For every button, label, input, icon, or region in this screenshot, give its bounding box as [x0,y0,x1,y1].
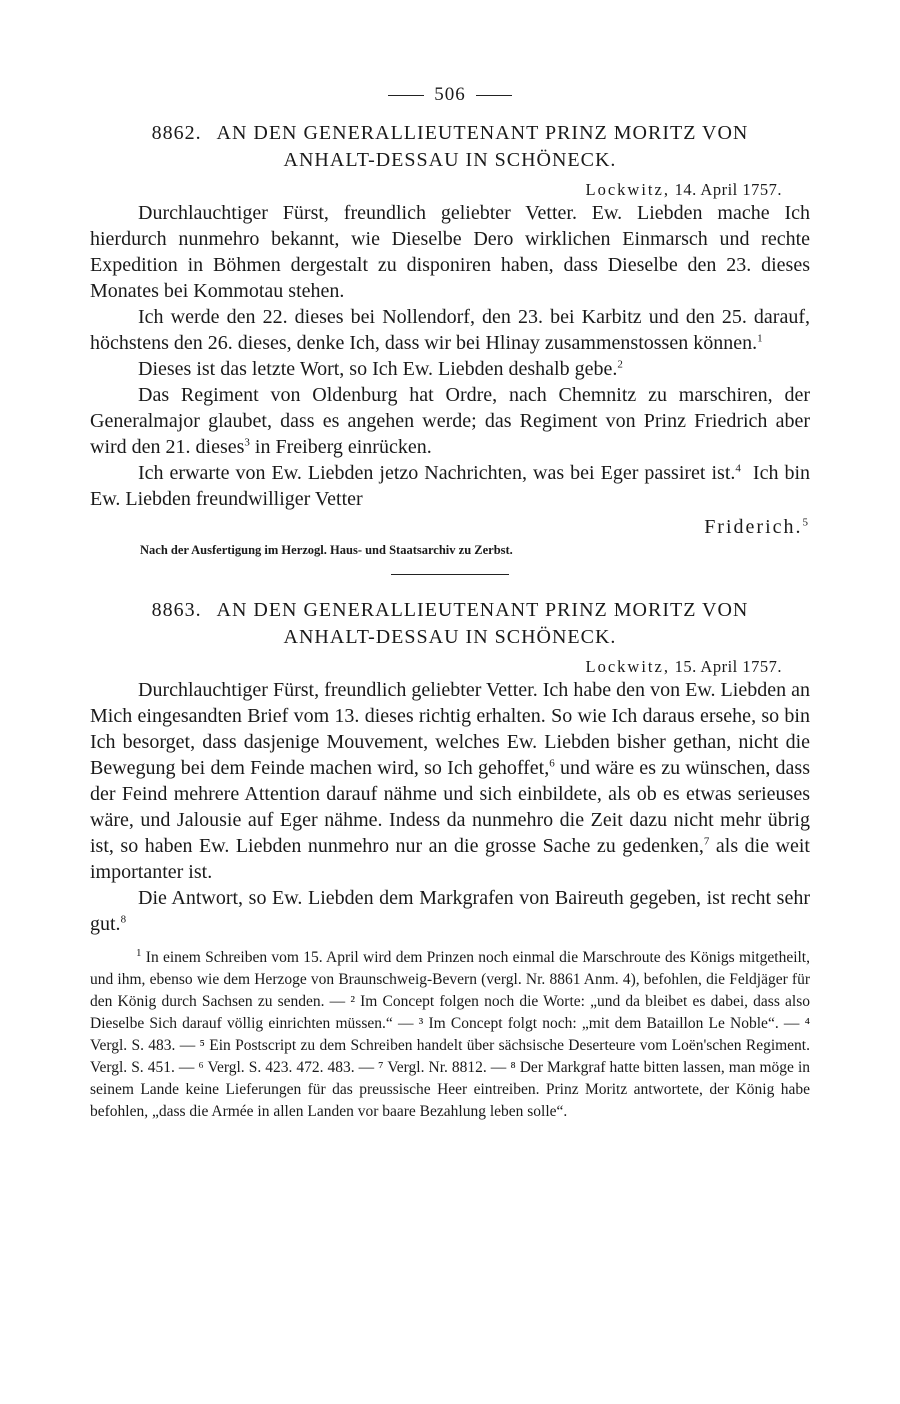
footnote-marker: 5 [802,516,810,529]
footnote-marker: 4 [735,462,741,475]
paragraph: Durchlauchtiger Fürst, freundlich geliebter Vetter. Ich habe den von Ew. Liebden an Mich eingesandten Brief vom 13. dieses richtig erhalten. So wie Ich daraus ersehe, so bin Ich besorget, dass dasjenige Mouvement, welches Ew. Liebden bisher gethan, nicht die Bewegung bei dem Feinde machen wird, so Ich gehoffet,$^6$ und wäre es zu wünschen, dass der Feind mehrere Attention darauf nähme und sich einbildete, als ob es etwas serieuses wäre, und Jalousie auf Eger nähme. Indess da nunmehro die Zeit dazu nicht mehr übrig ist, so haben Ew. Liebden nunmehro nur an die grosse Sache zu gedenken,$^7$ als die weit importanter ist. [90,679,810,883]
header-dash-right [476,95,512,96]
dateline-place: Lockwitz, [585,180,670,199]
letter-number: 8862. [151,122,202,144]
dateline [90,180,782,200]
page-header [90,84,810,106]
section-separator [391,574,509,575]
paragraph: Das Regiment von Oldenburg hat Ordre, nach Chemnitz zu marschiren, der Generalmajor glaubet, dass es angehen werde; das Regiment von Prinz Friedrich aber wird den 21. dieses$^3$ in Freiberg einrücken. [90,384,810,458]
footnotes: $^1$ In einem Schreiben vom 15. April wird dem Prinzen noch einmal die Marschroute des Königs mitgetheilt, und ihm, ebenso wie dem Herzoge von Braunschweig-Bevern (vergl. Nr. 8861 Anm. 4), befohlen, die Feldjäger für den König durch Sachsen zu senden. — ² Im Concept folgen noch die Worte: „und da bleibet es dabei, dass also Dieselbe Sich darauf völlig einrichten müssen.“ — ³ Im Concept folgt noch: „mit dem Bataillon Le Noble“. — ⁴ Vergl. S. 483. — ⁵ Ein Postscript zu dem Schreiben handelt über sächsische Deserteure vom Loën'schen Regiment. Vergl. S. 451. — ⁶ Vergl. S. 423. 472. 483. — ⁷ Vergl. Nr. 8812. — ⁸ Der Markgraf hatte bitten lassen, man möge in seinem Lande keine Lieferungen für das preussische Heer eintreiben. Prinz Moritz antwortete, der König habe befohlen, „dass die Armée in allen Landen vor baare Bezahlung leben solle“. [90,946,810,1120]
dateline-place: Lockwitz, [585,657,670,676]
footnote-marker: 1 [757,332,763,345]
footnote-marker: 3 [244,436,250,449]
dateline-date: 15. April 1757. [674,657,782,676]
footnote-marker: 1 [136,946,142,959]
letter-title [90,120,810,174]
paragraph: Die Antwort, so Ew. Liebden dem Markgrafen von Baireuth gegeben, ist recht sehr gut.$^8$ [90,887,810,935]
dateline-date: 14. April 1757. [674,180,782,199]
letter-number: 8863. [151,599,202,621]
paragraph: Dieses ist das letzte Wort, so Ich Ew. Liebden deshalb gebe.$^2$ [138,358,623,380]
footnote-marker: 6 [549,757,555,770]
footnote-marker: 2 [617,358,623,371]
paragraph: Ich werde den 22. dieses bei Nollendorf, den 23. bei Karbitz und den 25. darauf, höchstens den 26. dieses, denke Ich, dass wir bei Hlinay zusammenstossen können.$^1$ [90,306,810,354]
letter-title [90,597,810,651]
page-number: 506 [434,84,466,105]
letter-8862 [90,120,810,558]
dateline [90,657,782,677]
footnote-marker: 8 [120,913,127,926]
footnote-marker: 7 [703,835,710,848]
letter-title-line1: AN DEN GENERALLIEUTENANT PRINZ MORITZ VON [216,599,749,621]
document-page [90,84,810,1123]
letter-title-line1: AN DEN GENERALLIEUTENANT PRINZ MORITZ VON [216,122,749,144]
paragraph: Ich erwarte von Ew. Liebden jetzo Nachrichten, was bei Eger passiret ist.$^4$ Ich bin Ew. Liebden freundwilliger Vetter [90,462,811,510]
letter-title-line2: ANHALT-DESSAU IN SCHÖNECK. [283,149,617,171]
paragraph: Durchlauchtiger Fürst, freundlich geliebter Vetter. Ew. Liebden mache Ich hierdurch nunmehro bekannt, wie Dieselbe Dero wirklichen Einmarsch und rechte Expedition in Böhmen dergestalt zu disponiren haben, dass Dieselbe den 23. dieses Monates bei Kommotau stehen. [90,202,810,302]
source-note: Nach der Ausfertigung im Herzogl. Haus- und Staatsarchiv zu Zerbst. [140,543,513,557]
signature: Friderich.$^5$ [704,516,810,538]
letter-8863 [90,597,810,937]
letter-title-line2: ANHALT-DESSAU IN SCHÖNECK. [283,626,617,648]
header-dash-left [388,95,424,96]
